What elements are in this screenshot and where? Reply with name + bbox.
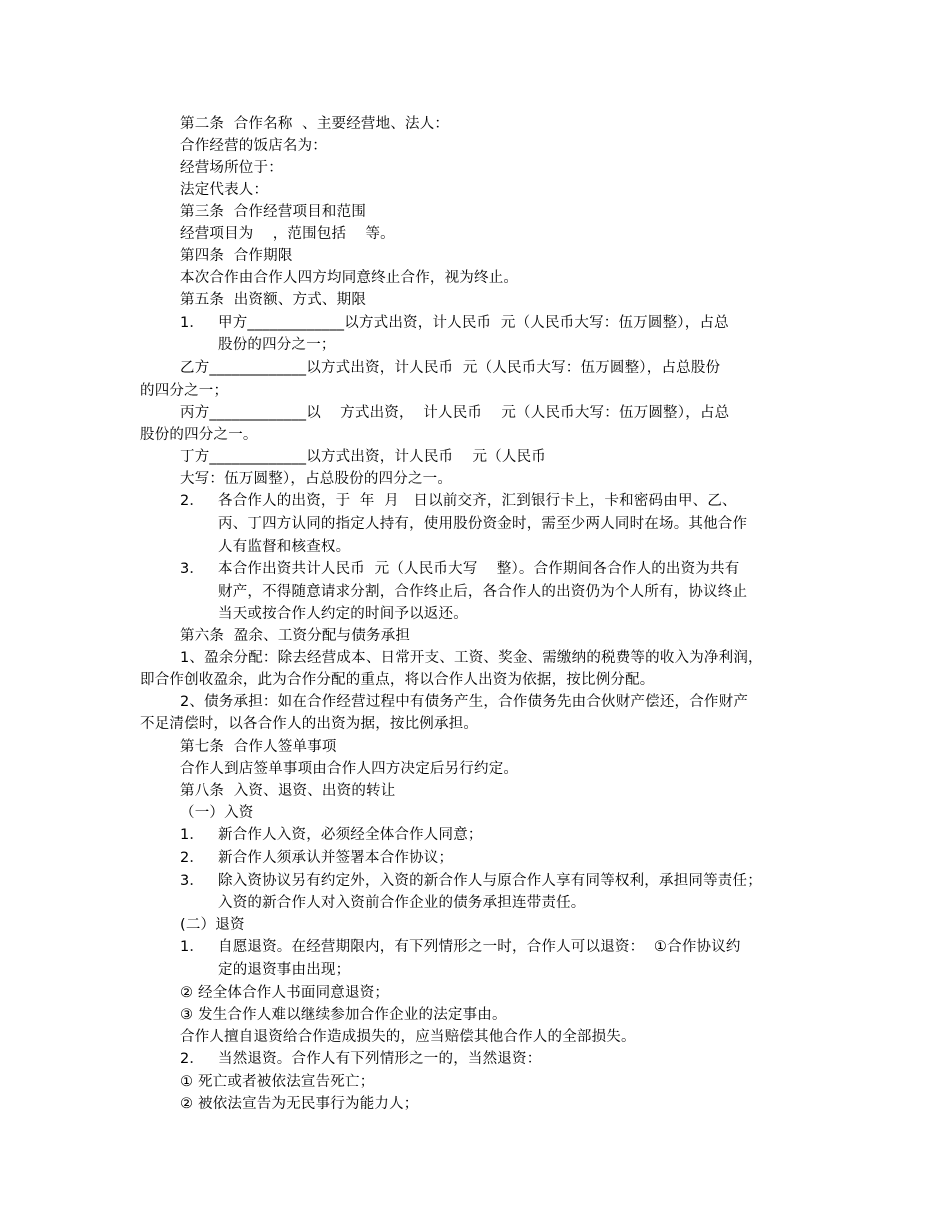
text-line: 1、盈余分配：除去经营成本、日常开支、工资、奖金、需缴纳的税费等的收入为净利润， — [180, 650, 763, 666]
text-line: 即合作创收盈余，此为合作分配的重点，将以合作人出资为依据，按比例分配。 — [140, 672, 655, 688]
text-line: 经营场所位于： — [180, 160, 283, 176]
text-line: 合作经营的饭店名为： — [180, 138, 327, 154]
text-line: 财产，不得随意请求分割，合作终止后，各合作人的出资仍为个人所有，协议终止 — [218, 584, 748, 600]
item-text: 新合作人入资，必须经全体合作人同意； — [218, 827, 483, 843]
numbered-item — [180, 313, 729, 333]
numbered-item — [180, 848, 453, 868]
item-text: 除入资协议另有约定外，入资的新合作人与原合作人享有同等权利，承担同等责任； — [218, 873, 762, 889]
text-line: 股份的四分之一； — [218, 337, 336, 353]
text-line: 2、债务承担：如在合作经营过程中有债务产生，合作债务先由合伙财产偿还，合作财产 — [180, 694, 749, 710]
text-line: 的四分之一； — [140, 383, 229, 399]
numbered-item — [180, 937, 741, 957]
item-number: 1． — [180, 315, 205, 331]
item-number: 1． — [180, 939, 205, 955]
text-line: ① 死亡或者被依法宣告死亡； — [180, 1074, 375, 1090]
numbered-item — [180, 871, 762, 891]
article-2-heading: 第二条 合作名称 、主要经营地、法人： — [180, 116, 450, 132]
section-heading: (二）退资 — [180, 917, 245, 933]
text-line: 合作人到店签单事项由合作人四方决定后另行约定。 — [180, 761, 519, 777]
text-line: ② 被依法宣告为无民事行为能力人； — [180, 1096, 419, 1112]
item-text: 本合作出资共计人民币 元（人民币大写 整）。合作期间各合作人的出资为共有 — [218, 561, 740, 577]
text-line: 经营项目为 ，范围包括 等。 — [180, 226, 395, 242]
numbered-item — [180, 825, 483, 845]
article-6-heading: 第六条 盈余、工资分配与债务承担 — [180, 628, 411, 644]
section-heading: （一）入资 — [180, 805, 254, 821]
article-4-heading: 第四条 合作期限 — [180, 248, 293, 264]
text-line: 入资的新合作人对入资前合作企业的债务承担连带责任。 — [218, 895, 586, 911]
text-line: ③ 发生合作人难以继续参加合作企业的法定事由。 — [180, 1007, 507, 1023]
text-line: 本次合作由合作人四方均同意终止合作，视为终止。 — [180, 270, 519, 286]
text-line: 法定代表人： — [180, 182, 269, 198]
item-text: 各合作人的出资，于 年 月 日以前交齐，汇到银行卡上，卡和密码由甲、乙、 — [218, 493, 737, 509]
numbered-item — [180, 1049, 541, 1069]
article-3-heading: 第三条 合作经营项目和范围 — [180, 204, 367, 220]
numbered-item — [180, 491, 737, 511]
text-line: 乙方_____________以方式出资，计人民币 元（人民币大写：伍万圆整），占总股份 — [180, 360, 721, 376]
item-number: 3． — [180, 561, 205, 577]
item-text: 自愿退资。在经营期限内，有下列情形之一时，合作人可以退资： ①合作协议约 — [218, 939, 741, 955]
item-text: 新合作人须承认并签署本合作协议； — [218, 850, 454, 866]
text-line: 大写：伍万圆整），占总股份的四分之一。 — [180, 471, 453, 487]
text-line: 不足清偿时，以各合作人的出资为据，按比例承担。 — [140, 716, 479, 732]
text-line: 丁方_____________以方式出资，计人民币 元（人民币 — [180, 449, 546, 465]
item-number: 2． — [180, 850, 205, 866]
text-line: ② 经全体合作人书面同意退资； — [180, 985, 390, 1001]
text-line: 定的退资事由出现； — [218, 962, 351, 978]
article-7-heading: 第七条 合作人签单事项 — [180, 739, 337, 755]
text-line: 当天或按合作人约定的时间予以返还。 — [218, 606, 468, 622]
text-line: 合作人擅自退资给合作造成损失的，应当赔偿其他合作人的全部损失。 — [180, 1029, 636, 1045]
article-8-heading: 第八条 入资、退资、出资的转让 — [180, 783, 396, 799]
item-text: 甲方_____________以方式出资，计人民币 元（人民币大写：伍万圆整），占总 — [218, 315, 729, 331]
item-number: 2． — [180, 1051, 205, 1067]
text-line: 丙、丁四方认同的指定人持有，使用股份资金时，需至少两人同时在场。其他合作 — [218, 516, 748, 532]
text-line: 丙方_____________以 方式出资， 计人民币 元（人民币大写：伍万圆整），占总 — [180, 405, 730, 421]
item-text: 当然退资。合作人有下列情形之一的，当然退资： — [218, 1051, 542, 1067]
item-number: 1． — [180, 827, 205, 843]
numbered-item — [180, 559, 739, 579]
item-number: 2． — [180, 493, 205, 509]
item-number: 3． — [180, 873, 205, 889]
text-line: 人有监督和核查权。 — [218, 539, 351, 555]
text-line: 股份的四分之一。 — [140, 427, 258, 443]
article-5-heading: 第五条 出资额、方式、期限 — [180, 292, 367, 308]
